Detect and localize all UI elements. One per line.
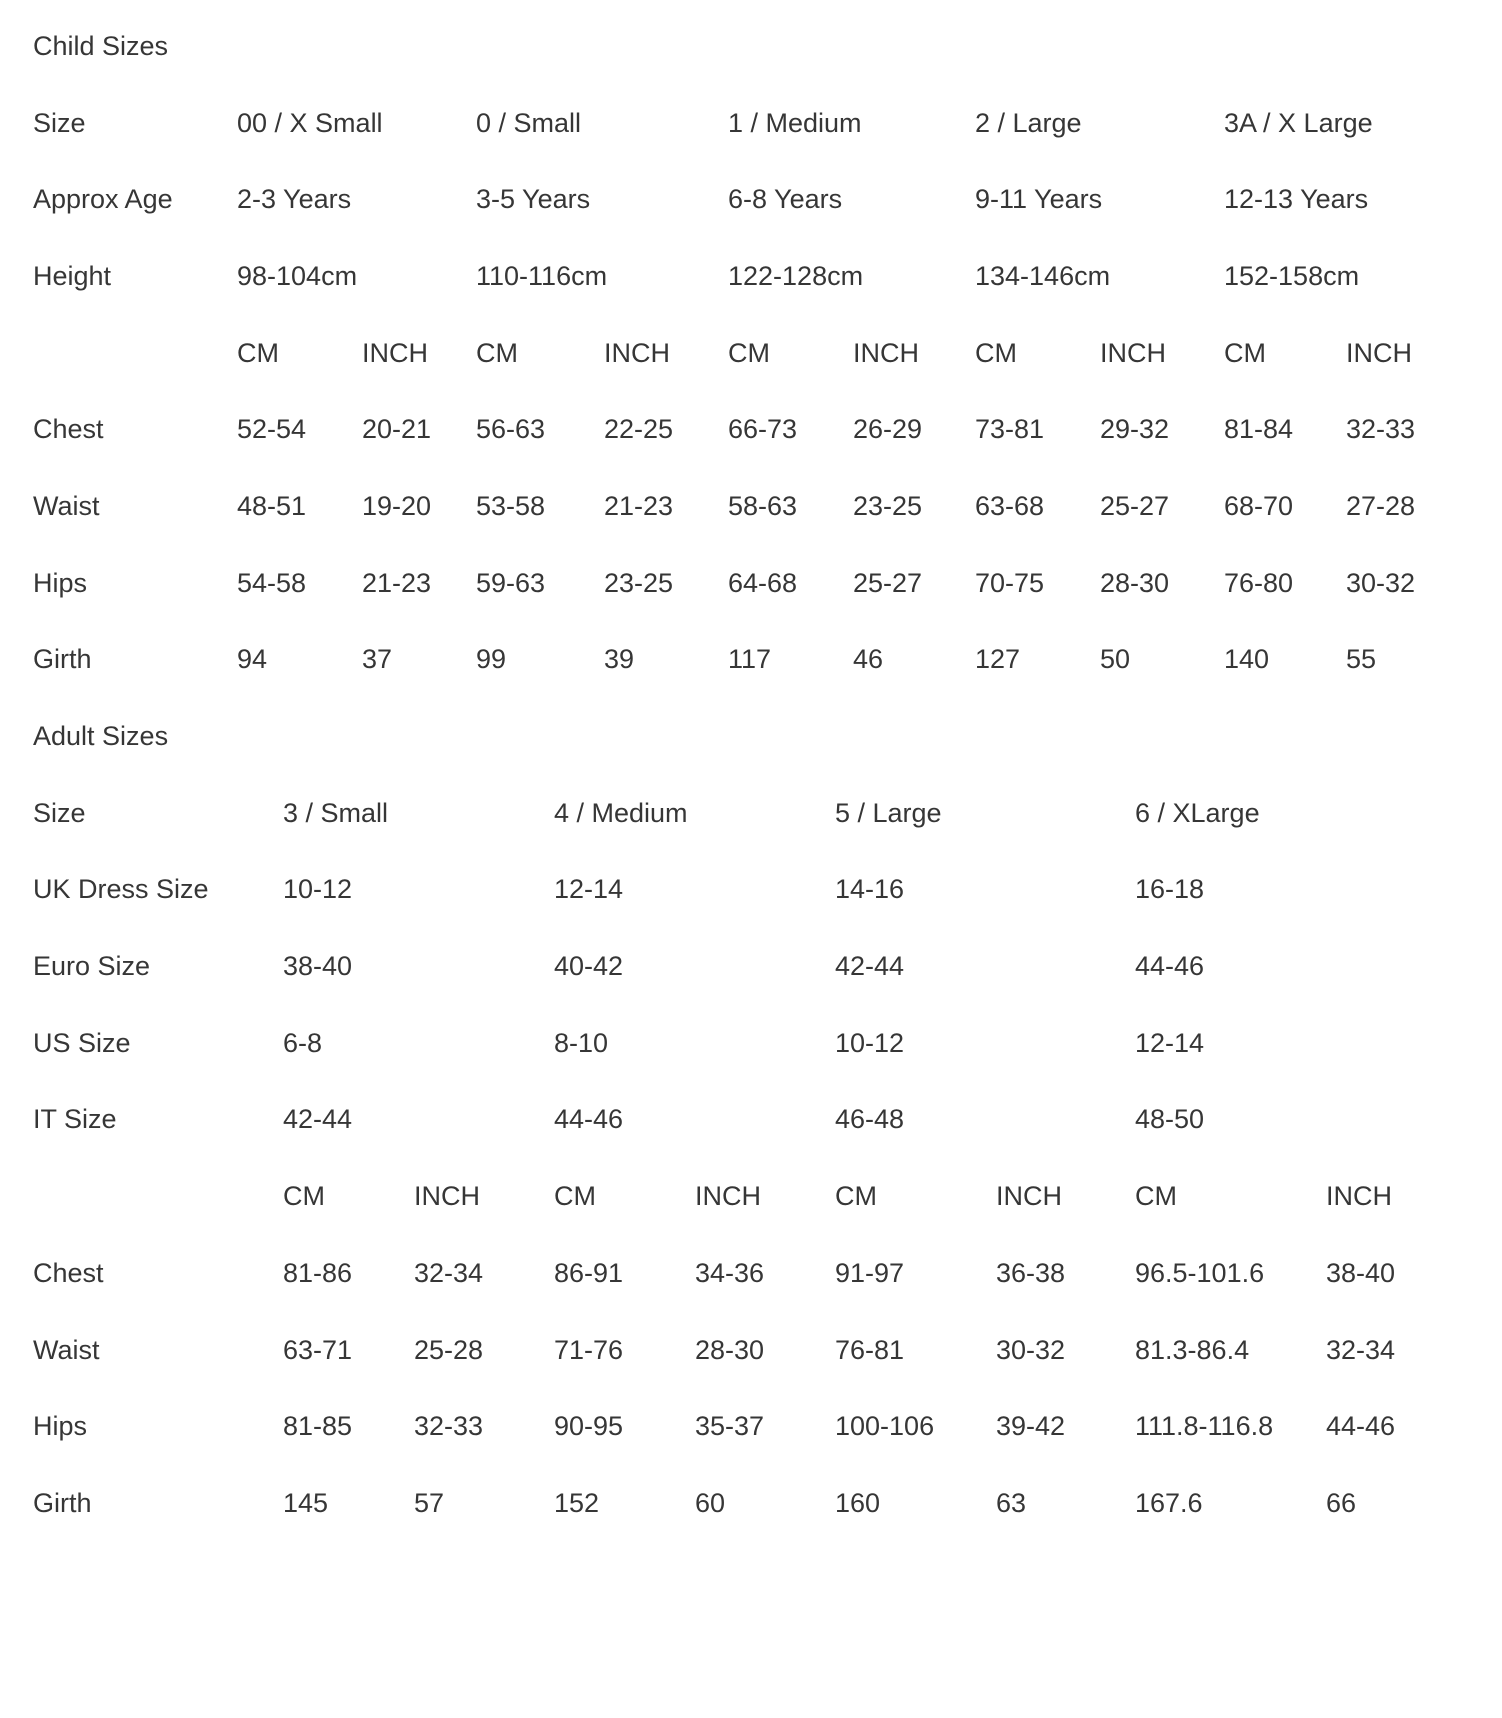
child-size-table [33,85,1476,699]
size-value: 110-116cm [476,260,608,291]
measure-value: 23-25 [604,567,674,598]
measure-value: 37 [362,644,393,675]
size-value: 2 / Large [975,107,1082,138]
unit-header: INCH [996,1181,1062,1212]
measure-value: 81.3-86.4 [1135,1334,1250,1365]
table-row [33,928,1446,1005]
measure-value: 30-32 [1346,567,1416,598]
measure-value: 167.6 [1135,1487,1203,1518]
measure-value: 64-68 [728,567,798,598]
measure-value: 99 [476,644,507,675]
measure-value: 39 [604,644,635,675]
measure-value: 28-30 [695,1334,765,1365]
measure-value: 127 [975,644,1021,675]
table-row [33,1235,1446,1312]
measure-value: 66-73 [728,414,798,445]
table-row [33,161,1476,238]
row-label: Approx Age [33,184,173,215]
table-row [33,315,1476,392]
size-value: 12-13 Years [1224,184,1369,215]
child-sizes-heading: Child Sizes [33,30,169,61]
measure-value: 39-42 [996,1411,1066,1442]
measure-value: 25-28 [414,1334,484,1365]
size-value: 0 / Small [476,107,582,138]
size-value: 12-14 [554,874,624,905]
measure-value: 25-27 [853,567,923,598]
measure-value: 73-81 [975,414,1045,445]
size-value: 152-158cm [1224,260,1360,291]
table-row [33,1388,1446,1465]
measure-value: 140 [1224,644,1270,675]
measure-value: 145 [283,1487,329,1518]
size-value: 4 / Medium [554,797,688,828]
adult-sizes-heading: Adult Sizes [33,721,169,752]
size-value: 10-12 [835,1027,905,1058]
measure-value: 59-63 [476,567,546,598]
size-value: 10-12 [283,874,353,905]
unit-header: INCH [695,1181,761,1212]
size-value: 42-44 [283,1104,353,1135]
measure-value: 58-63 [728,490,798,521]
measure-value: 21-23 [604,490,674,521]
size-value: 1 / Medium [728,107,862,138]
unit-header: INCH [1346,337,1412,368]
unit-header: CM [975,337,1017,368]
measure-value: 71-76 [554,1334,624,1365]
size-value: 44-46 [554,1104,624,1135]
measure-value: 32-33 [1346,414,1416,445]
measure-value: 48-51 [237,490,307,521]
table-row [33,238,1476,315]
unit-header: CM [1135,1181,1177,1212]
measure-value: 50 [1100,644,1131,675]
row-label: US Size [33,1027,131,1058]
row-label: Girth [33,644,92,675]
table-row [33,1158,1446,1235]
measure-value: 57 [414,1487,445,1518]
measure-value: 111.8-116.8 [1135,1411,1274,1442]
size-value: 6-8 Years [728,184,843,215]
measure-value: 100-106 [835,1411,935,1442]
measure-value: 22-25 [604,414,674,445]
size-value: 6-8 [283,1027,323,1058]
row-label: Hips [33,1411,88,1442]
unit-header: CM [1224,337,1266,368]
row-label: Size [33,797,86,828]
measure-value: 28-30 [1100,567,1170,598]
measure-value: 152 [554,1487,600,1518]
unit-header: CM [237,337,279,368]
measure-value: 66 [1326,1487,1357,1518]
row-label: IT Size [33,1104,117,1135]
row-label [33,315,237,392]
measure-value: 81-84 [1224,414,1294,445]
size-value: 42-44 [835,951,905,982]
table-row [33,1005,1446,1082]
size-value: 3-5 Years [476,184,591,215]
size-value: 40-42 [554,951,624,982]
size-value: 3A / X Large [1224,107,1373,138]
measure-value: 94 [237,644,268,675]
measure-value: 32-33 [414,1411,484,1442]
measure-value: 96.5-101.6 [1135,1257,1265,1288]
row-label: UK Dress Size [33,874,209,905]
measure-value: 21-23 [362,567,432,598]
measure-value: 32-34 [1326,1334,1396,1365]
row-label: Girth [33,1487,92,1518]
measure-value: 91-97 [835,1257,905,1288]
size-value: 98-104cm [237,260,358,291]
unit-header: CM [476,337,518,368]
size-value: 2-3 Years [237,184,352,215]
measure-value: 53-58 [476,490,546,521]
size-value: 44-46 [1135,951,1205,982]
unit-header: CM [554,1181,596,1212]
measure-value: 70-75 [975,567,1045,598]
table-row [33,852,1446,929]
row-label [33,1158,283,1235]
unit-header: INCH [414,1181,480,1212]
row-label: Waist [33,1334,100,1365]
measure-value: 32-34 [414,1257,484,1288]
measure-value: 46 [853,644,884,675]
table-row [33,622,1476,699]
measure-value: 19-20 [362,490,432,521]
measure-value: 117 [728,644,772,675]
table-row [33,468,1476,545]
row-label: Chest [33,1257,104,1288]
measure-value: 90-95 [554,1411,624,1442]
measure-value: 36-38 [996,1257,1066,1288]
unit-header: CM [728,337,770,368]
table-row [33,391,1476,468]
size-value: 8-10 [554,1027,609,1058]
measure-value: 25-27 [1100,490,1170,521]
measure-value: 44-46 [1326,1411,1396,1442]
row-label: Chest [33,414,104,445]
measure-value: 26-29 [853,414,923,445]
measure-value: 52-54 [237,414,307,445]
table-row [33,1465,1446,1542]
table-row [33,1082,1446,1159]
measure-value: 38-40 [1326,1257,1396,1288]
unit-header: INCH [362,337,428,368]
measure-value: 63 [996,1487,1027,1518]
measure-value: 63-71 [283,1334,353,1365]
row-label: Hips [33,567,88,598]
measure-value: 35-37 [695,1411,765,1442]
measure-value: 68-70 [1224,490,1294,521]
size-value: 48-50 [1135,1104,1205,1135]
size-value: 12-14 [1135,1027,1205,1058]
measure-value: 76-81 [835,1334,905,1365]
size-value: 9-11 Years [975,184,1103,215]
table-row [33,775,1446,852]
unit-header: INCH [1326,1181,1392,1212]
size-value: 5 / Large [835,797,942,828]
row-label: Waist [33,490,100,521]
size-value: 6 / XLarge [1135,797,1260,828]
measure-value: 55 [1346,644,1377,675]
measure-value: 20-21 [362,414,432,445]
size-value: 3 / Small [283,797,389,828]
row-label: Size [33,107,86,138]
measure-value: 86-91 [554,1257,624,1288]
measure-value: 63-68 [975,490,1045,521]
measure-value: 81-86 [283,1257,353,1288]
size-value: 00 / X Small [237,107,383,138]
table-row [33,85,1476,162]
size-value: 134-146cm [975,260,1111,291]
measure-value: 23-25 [853,490,923,521]
row-label: Euro Size [33,951,151,982]
row-label: Height [33,260,112,291]
size-value: 16-18 [1135,874,1205,905]
measure-value: 27-28 [1346,490,1416,521]
unit-header: INCH [1100,337,1166,368]
size-value: 38-40 [283,951,353,982]
size-value: 122-128cm [728,260,864,291]
measure-value: 81-85 [283,1411,353,1442]
unit-header: CM [835,1181,877,1212]
measure-value: 56-63 [476,414,546,445]
measure-value: 54-58 [237,567,307,598]
measure-value: 29-32 [1100,414,1170,445]
measure-value: 76-80 [1224,567,1294,598]
unit-header: INCH [853,337,919,368]
table-row [33,545,1476,622]
table-row [33,1312,1446,1389]
measure-value: 160 [835,1487,881,1518]
unit-header: INCH [604,337,670,368]
measure-value: 34-36 [695,1257,765,1288]
size-value: 46-48 [835,1104,905,1135]
measure-value: 30-32 [996,1334,1066,1365]
size-value: 14-16 [835,874,905,905]
measure-value: 60 [695,1487,726,1518]
unit-header: CM [283,1181,325,1212]
adult-size-table [33,775,1446,1542]
